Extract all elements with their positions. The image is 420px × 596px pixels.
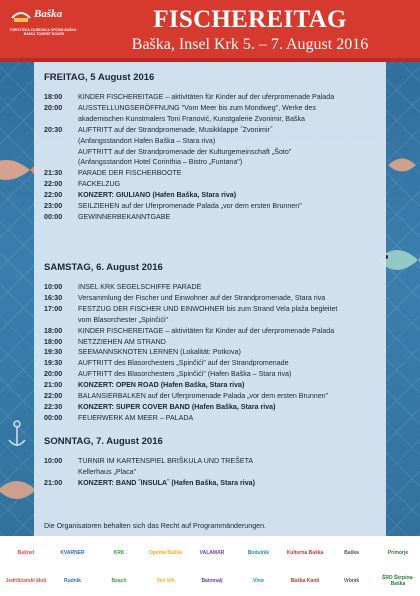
crest-icon <box>10 6 32 24</box>
entry-description: AUFTRITT des Blasorchesters „Spinčići" auf der Strandpromenade <box>78 359 289 368</box>
entry-description: (Anfangsstandort Hafen Baška – Stara riva) <box>78 136 216 145</box>
sponsor-logo: Veli Vrh <box>156 578 175 584</box>
entry-description: AUFTRITT auf der Strandpromenade der Kulturgemeinschaft „Šoto" <box>78 147 292 156</box>
sponsor-logo: Beach <box>111 578 127 584</box>
entry-description: FEUERWERK AM MEER – PALADA <box>78 413 194 422</box>
entry-description: SEEMANNSKNOTEN LERNEN (Lokalität: Potkova) <box>78 348 241 357</box>
entry-time: 10:00 <box>44 457 63 465</box>
entry-time: 00:00 <box>44 413 63 422</box>
sponsor-logo: Općina Baška <box>148 550 183 556</box>
entry-description: KINDER FISCHEREITAGE – aktivitäten für Kinder auf der uferpromenade Palada <box>78 93 335 101</box>
entry-description: KONZERT: BAND ˝INSULA˝ (Hafen Baška, Stara riva) <box>78 478 255 487</box>
entry-description: (Anfangsstandort Hotel Corinthia – Bistro „Funtana") <box>78 158 243 167</box>
anchor-icon <box>6 420 28 450</box>
entry-description: Versammlung der Fischer und Einwohner auf der Strandpromenade, Stara riva <box>78 293 326 302</box>
entry-time: 20:00 <box>44 370 63 379</box>
entry-description: akademischen Kunstmalers Toni Franović, Kunstgalerie Zvonimir, Baška <box>78 114 305 123</box>
sponsor-logo: Baška <box>344 550 359 556</box>
entry-description: NETZZIEHEN AM STRAND <box>78 337 166 346</box>
header-band <box>0 0 420 62</box>
sponsor-logo: Jedriličarski klub <box>5 578 47 584</box>
entry-description: KONZERT: GIULIANO (Hafen Baška, Stara riva) <box>78 191 237 200</box>
logo-tagline: TURISTIČKA ZAJEDNICA OPĆINE BAŠKA · BASKA TOURIST BOARD <box>9 28 79 36</box>
sponsor-logo: Baška Kanti <box>290 578 320 584</box>
logo-name: Baška <box>34 8 63 20</box>
entry-time: 21:00 <box>44 381 63 390</box>
entry-time: 18:00 <box>44 326 63 335</box>
sponsor-logo: Kulturna Baška <box>286 550 324 556</box>
entry-time: 21:00 <box>44 478 63 487</box>
entry-time: 19:30 <box>44 359 63 368</box>
entry-time: 19:30 <box>44 348 63 357</box>
day-heading: SAMSTAG, 6. August 2016 <box>44 262 163 273</box>
sponsor-logo: Bodulnik <box>247 550 270 556</box>
entry-time: 22:00 <box>44 191 63 200</box>
entry-time: 22:30 <box>44 402 63 411</box>
entry-description: KINDER FISCHEREITAGE – aktivitäten für Kinder auf der uferpromenade Palada <box>78 326 335 335</box>
entry-description: KONZERT: OPEN ROAD (Hafen Baška, Stara riva) <box>78 381 245 390</box>
entry-description: INSEL KRK SEGELSCHIFFE PARADE <box>78 283 202 291</box>
sponsor-logo: Vino <box>253 578 264 584</box>
sponsor-logo: Vrbnik <box>343 578 360 584</box>
entry-time: 22:00 <box>44 180 63 189</box>
entry-description: FACKELZUG <box>78 180 121 189</box>
day-heading: SONNTAG, 7. August 2016 <box>44 436 163 447</box>
entry-time: 10:00 <box>44 283 63 291</box>
entry-time: 00:00 <box>44 212 63 221</box>
sponsor-logo: ŠRD Škrpina-Baška <box>382 575 414 587</box>
entry-description: FESTZUG DER FISCHER UND EINWOHNER bis zum Strand Vela plaža begleitet <box>78 304 338 313</box>
entry-description: TURNIR IM KARTENSPIEL BRIŠKULA UND TREŠETA <box>78 457 254 465</box>
entry-description: AUSSTELLUNGSERÖFFNUNG "Vom Meer bis zum Mondweg", Werke des <box>78 103 316 112</box>
sponsor-logo: Batomalj <box>201 578 223 584</box>
entry-time: 18:00 <box>44 337 63 346</box>
entry-description: SEILZIEHEN auf der Uferpromenade Palada „vor dem ersten Brunnen" <box>78 202 302 210</box>
fish-illustration-right-top <box>384 150 420 180</box>
entry-description: vom Blasorchester „Spinčići" <box>78 315 169 324</box>
sponsor-logo: KRK <box>113 550 125 556</box>
sponsor-logo: Primorje <box>387 550 409 556</box>
entry-description: KONZERT: SUPER COVER BAND (Hafen Baška, Stara riva) <box>78 402 276 411</box>
page-title: FISCHEREITAG <box>153 6 347 33</box>
page-subtitle: Baška, Insel Krk 5. – 7. August 2016 <box>131 36 369 53</box>
entry-time: 21:30 <box>44 169 63 178</box>
sponsor-logo: Rudnik <box>64 578 81 584</box>
entry-time: 18:00 <box>44 93 63 101</box>
sponsor-logo: VALAMAR <box>199 550 225 556</box>
sponsor-logo: KVARNER <box>60 550 85 556</box>
entry-time: 17:00 <box>44 304 63 313</box>
entry-time: 20:30 <box>44 125 63 134</box>
entry-description: AUFTRITT auf der Strandpromenade, Musikklappe ˝Zvonimir˝ <box>78 125 273 134</box>
entry-description: Kellerhaus „Placa" <box>78 467 137 476</box>
entry-description: PARADE DER FISCHERBOOTE <box>78 169 182 178</box>
entry-description: AUFTRITT des Blasorchesters „Spinčići" (Hafen Baška – Stara riva) <box>78 370 292 379</box>
sponsor-logo: Bašnet <box>17 550 35 556</box>
day-heading: FREITAG, 5 August 2016 <box>44 72 155 83</box>
entry-time: 16:30 <box>44 293 63 302</box>
baska-logo <box>6 6 80 46</box>
entry-description: BALANSIERBALKEN auf der Uferpromenade Palada „vor dem ersten Brunnen" <box>78 392 329 400</box>
disclaimer-note: Die Organisatoren behalten sich das Recht auf Programmänderungen. <box>44 522 267 530</box>
entry-description: GEWINNERBEKANNTGABE <box>78 212 171 221</box>
entry-time: 23:00 <box>44 202 63 210</box>
entry-time: 20:00 <box>44 103 63 112</box>
entry-time: 22:00 <box>44 392 63 400</box>
sponsor-strip <box>0 536 420 596</box>
